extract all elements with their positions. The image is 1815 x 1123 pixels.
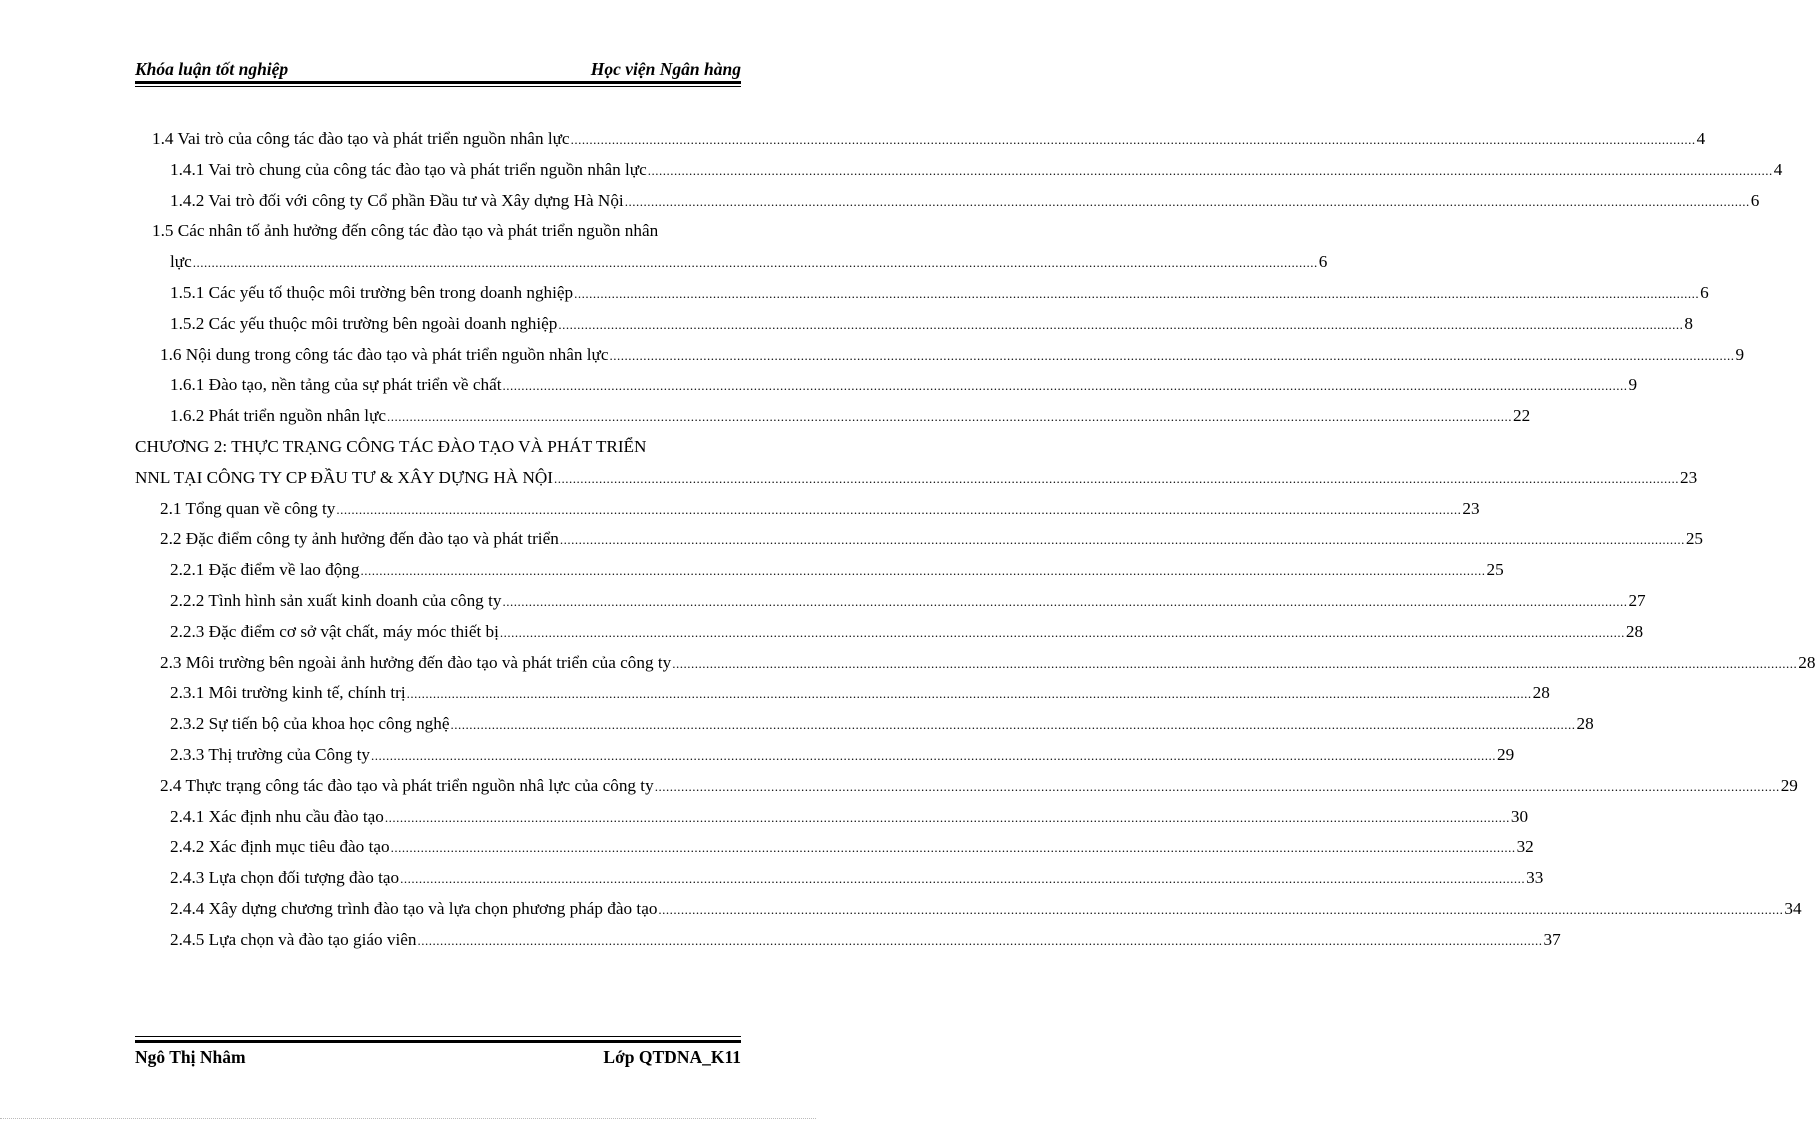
- toc-entry: [160, 490, 1480, 520]
- toc-entry-title: 2.3.2 Sự tiến bộ của khoa học công nghệ: [170, 714, 450, 734]
- toc-entry-title: 1.4.1 Vai trò chung của công tác đào tạo và phát triển nguồn nhân lực: [170, 159, 647, 179]
- toc-entry: [170, 182, 1760, 212]
- toc-entry: [170, 305, 1693, 335]
- toc-entry-title: 2.2 Đặc điểm công ty ảnh hưởng đến đào tạo và phát triển: [160, 529, 559, 549]
- toc-leader-dots: ............................................................................................................................................................................................................................................................................................................: [502, 594, 1628, 609]
- toc-page-number: 28: [1798, 652, 1815, 672]
- toc-entry: [160, 520, 1703, 550]
- toc-entry: [160, 336, 1745, 366]
- toc-entry: [170, 613, 1644, 643]
- toc-entry-title: 2.4.3 Lựa chọn đối tượng đào tạo: [170, 868, 400, 888]
- toc-entry: [170, 859, 1544, 889]
- toc-page-number: 6: [1700, 283, 1709, 302]
- toc-page-number: 9: [1628, 375, 1638, 395]
- toc-leader-dots: ............................................................................................................................................................................................................................................................................................................: [400, 871, 1526, 887]
- toc-leader-dots: ............................................................................................................................................................................................................................................................................................................: [624, 193, 1750, 209]
- toc-leader-dots: ............................................................................................................................................................................................................................................................................................................: [502, 378, 1628, 394]
- toc-entry: [170, 551, 1504, 581]
- toc-leader-dots: ............................................................................................................................................................................................................................................................................................................: [390, 840, 1516, 856]
- toc-page-number: 28: [1532, 683, 1550, 703]
- toc-entry-title: 2.4.5 Lựa chọn và đào tạo giáo viên: [170, 929, 417, 949]
- toc-entry: [170, 397, 1531, 427]
- toc-entry-title: 1.4.2 Vai trò đối với công ty Cổ phần Đầu tư và Xây dựng Hà Nội: [170, 190, 624, 210]
- header-left-text: Khóa luận tốt nghiệp: [135, 59, 289, 79]
- toc-entry-title: 2.1 Tổng quan về công ty: [160, 498, 336, 518]
- toc-leader-dots: ............................................................................................................................................................................................................................................................................................................: [654, 778, 1780, 794]
- toc-leader-dots: ............................................................................................................................................................................................................................................................................................................: [384, 809, 1510, 825]
- toc-leader-dots: ............................................................................................................................................................................................................................................................................................................: [450, 717, 1576, 733]
- toc-entry-title: 1.4 Vai trò của công tác đào tạo và phát triển nguồn nhân lực: [152, 129, 570, 148]
- page-bottom-edge: [0, 1118, 816, 1120]
- toc-page-number: 6: [1750, 190, 1760, 210]
- toc-entry-title: 2.4.2 Xác định mục tiêu đào tạo: [170, 837, 390, 857]
- toc-page-number: 23: [1680, 467, 1698, 487]
- toc-entry-title: 2.2.2 Tình hình sản xuất kinh doanh của công ty: [170, 591, 502, 610]
- toc-entry-title: 1.5.2 Các yếu thuộc môi trường bên ngoài doanh nghiệp: [170, 313, 558, 333]
- toc-page-number: 25: [1486, 560, 1504, 580]
- toc-entry: [160, 767, 1798, 797]
- toc-entry: [170, 798, 1529, 828]
- toc-entry-title: 2.3.1 Môi trường kinh tế, chính trị: [170, 683, 406, 703]
- toc-page-number: 33: [1526, 868, 1544, 888]
- toc-entry: [170, 582, 1646, 612]
- toc-leader-dots: ............................................................................................................................................................................................................................................................................................................: [574, 286, 1700, 301]
- toc-leader-dots: ............................................................................................................................................................................................................................................................................................................: [417, 932, 1543, 948]
- toc-entry-title: 2.4 Thực trạng công tác đào tạo và phát triển nguồn nhâ lực của công ty: [160, 775, 654, 795]
- toc-entry: [170, 705, 1594, 735]
- toc-entry-title: CHƯƠNG 2: THỰC TRẠNG CÔNG TÁC ĐÀO TẠO VÀ PHÁT TRIỂN: [135, 437, 647, 456]
- toc-page-number: 32: [1516, 837, 1534, 857]
- toc-entry: [152, 212, 741, 242]
- toc-entry: [135, 459, 1698, 489]
- toc-entry-title: 2.4.1 Xác định nhu cầu đào tạo: [170, 806, 384, 826]
- toc-entry-title: 2.3 Môi trường bên ngoài ảnh hưởng đến đào tạo và phát triển của công ty: [160, 652, 672, 672]
- footer-author: Ngô Thị Nhâm: [135, 1047, 246, 1067]
- footer-rule-thick: [135, 1040, 741, 1043]
- toc-leader-dots: ............................................................................................................................................................................................................................................................................................................: [609, 347, 1735, 363]
- header-rule-thin: [135, 86, 741, 87]
- toc-entry-title: 2.3.3 Thị trường của Công ty: [170, 745, 370, 764]
- page-footer: [135, 1044, 741, 1068]
- toc-entry: [152, 120, 1706, 150]
- toc-page-number: 22: [1513, 406, 1531, 426]
- toc-leader-dots: ............................................................................................................................................................................................................................................................................................................: [559, 532, 1685, 548]
- toc-leader-dots: ............................................................................................................................................................................................................................................................................................................: [360, 563, 1486, 579]
- header-right-text: Học viện Ngân hàng: [590, 59, 741, 79]
- toc-entry-title: 2.4.4 Xây dựng chương trình đào tạo và lựa chọn phương pháp đào tạo: [170, 899, 658, 918]
- toc-page-number: 34: [1784, 899, 1802, 918]
- toc-page-number: 29: [1780, 775, 1798, 795]
- toc-page-number: 25: [1685, 529, 1703, 549]
- toc-entry-title: 2.2.1 Đặc điểm về lao động: [170, 560, 360, 580]
- toc-page-number: 9: [1735, 344, 1745, 364]
- toc-entry: [170, 366, 1638, 396]
- toc-entry: [170, 921, 1561, 951]
- toc-entry-title: 1.5.1 Các yếu tố thuộc môi trường bên trong doanh nghiệp: [170, 283, 574, 302]
- toc-leader-dots: ............................................................................................................................................................................................................................................................................................................: [192, 255, 1318, 271]
- toc-entry: [170, 674, 1550, 704]
- toc-leader-dots: ............................................................................................................................................................................................................................................................................................................: [336, 501, 1462, 517]
- toc-leader-dots: ............................................................................................................................................................................................................................................................................................................: [647, 162, 1773, 178]
- toc-entry: [170, 890, 1802, 920]
- footer-class: Lớp QTDNA_K11: [603, 1047, 741, 1067]
- toc-entry-title: NNL TẠI CÔNG TY CP ĐẦU TƯ & XÂY DỰNG HÀ NỘI: [135, 467, 553, 487]
- toc-leader-dots: ............................................................................................................................................................................................................................................................................................................: [672, 655, 1798, 671]
- toc-page-number: 29: [1496, 745, 1515, 764]
- toc-entry-title: 1.6.1 Đào tạo, nền tảng của sự phát triển về chất: [170, 375, 502, 395]
- header-rule-thick: [135, 81, 741, 84]
- toc-entry: [160, 644, 1815, 674]
- toc-page-number: 37: [1543, 929, 1561, 949]
- toc-entry-title: 1.6.2 Phát triển nguồn nhân lực: [170, 406, 387, 426]
- toc-leader-dots: ............................................................................................................................................................................................................................................................................................................: [554, 470, 1679, 486]
- toc-page-number: 4: [1696, 129, 1706, 148]
- toc-leader-dots: ............................................................................................................................................................................................................................................................................................................: [658, 902, 1784, 917]
- toc-page-number: 8: [1684, 313, 1693, 333]
- toc-page-number: 6: [1318, 252, 1328, 272]
- toc-entry: [170, 828, 1534, 858]
- toc-page-number: 4: [1773, 159, 1783, 179]
- toc-leader-dots: ............................................................................................................................................................................................................................................................................................................: [570, 132, 1696, 147]
- toc-entry: [170, 736, 1515, 766]
- toc-entry: [170, 274, 1709, 304]
- toc-leader-dots: ............................................................................................................................................................................................................................................................................................................: [370, 748, 1496, 763]
- toc-page-number: 27: [1628, 591, 1646, 610]
- toc-page-number: 28: [1625, 621, 1644, 641]
- toc-page-number: 23: [1462, 498, 1480, 518]
- toc-page-number: 28: [1576, 714, 1594, 734]
- toc-leader-dots: ............................................................................................................................................................................................................................................................................................................: [406, 686, 1532, 702]
- toc-entry-title: 2.2.3 Đặc điểm cơ sở vật chất, máy móc thiết bị: [170, 621, 499, 641]
- toc-leader-dots: ............................................................................................................................................................................................................................................................................................................: [499, 624, 1625, 640]
- toc-leader-dots: ............................................................................................................................................................................................................................................................................................................: [387, 409, 1513, 425]
- footer-rule-thin: [135, 1036, 741, 1037]
- toc-entry-title: lực: [170, 252, 192, 272]
- toc-entry: [135, 428, 741, 458]
- toc-entry-title: 1.6 Nội dung trong công tác đào tạo và phát triển nguồn nhân lực: [160, 344, 609, 364]
- toc-entry: [170, 151, 1783, 181]
- toc-page-number: 30: [1510, 806, 1529, 826]
- toc-leader-dots: ............................................................................................................................................................................................................................................................................................................: [558, 316, 1684, 332]
- toc-entry: [170, 243, 1328, 273]
- page-header: [135, 58, 741, 80]
- toc-entry-title: 1.5 Các nhân tố ảnh hưởng đến công tác đào tạo và phát triển nguồn nhân: [152, 221, 659, 241]
